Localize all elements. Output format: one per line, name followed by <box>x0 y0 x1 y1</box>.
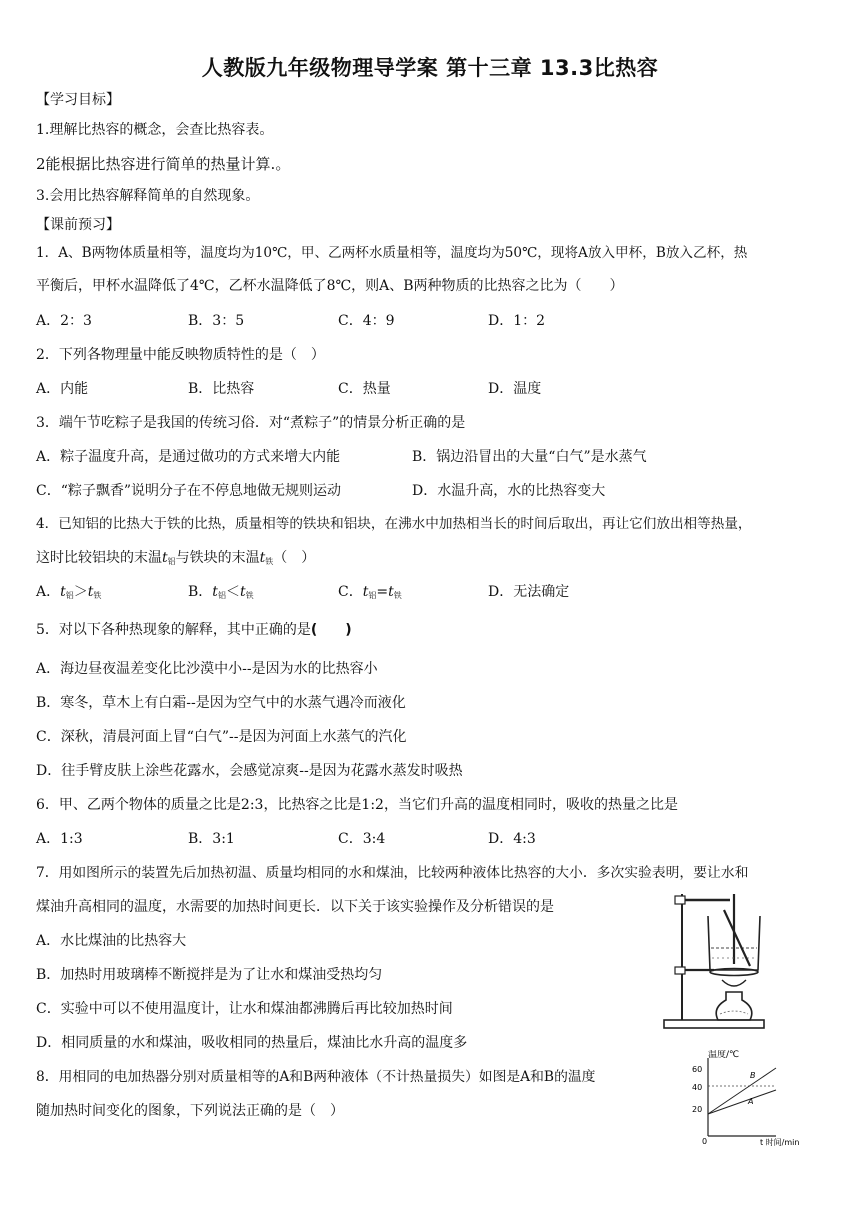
q2-stem: 2．下列各物理量中能反映物质特性的是（ ） <box>36 347 325 363</box>
t-symbol: t <box>162 550 168 566</box>
q8-stem-line1: 8．用相同的电加热器分别对质量相等的A和B两种液体（不计热量损失）如图是A和B的温度 <box>36 1069 596 1085</box>
q4-option-b <box>188 582 254 606</box>
q4-option-d: D．无法确定 <box>488 584 570 600</box>
q6-option-d: D．4:3 <box>488 831 536 847</box>
q5-option-c: C．深秋，清晨河面上冒“白气”--是因为河面上水蒸气的汽化 <box>36 729 407 745</box>
q6-option-a: A．1:3 <box>36 831 83 847</box>
option-label: C． <box>338 584 363 600</box>
t-symbol: t <box>60 584 66 600</box>
q3-option-a: A．粽子温度升高，是通过做功的方式来增大内能 <box>36 449 341 465</box>
clamp-knob <box>675 896 685 904</box>
line-b <box>708 1068 776 1114</box>
q3-option-c: C．“粽子飘香”说明分子在不停息地做无规则运动 <box>36 483 342 499</box>
q4-option-c <box>338 582 402 606</box>
heating-apparatus-figure <box>660 888 770 1032</box>
q1-stem-line2: 平衡后，甲杯水温降低了4℃，乙杯水温降低了8℃，则A、B两种物质的比热容之比为（ ） <box>36 278 624 294</box>
aluminum-subscript: 铝 <box>217 591 226 600</box>
q5-option-a: A．海边昼夜温差变化比沙漠中小--是因为水的比热容小 <box>36 661 378 677</box>
q8-stem-line2: 随加热时间变化的图象，下列说法正确的是（ ） <box>36 1103 344 1119</box>
q7-option-c: C．实验中可以不使用温度计，让水和煤油都沸腾后再比较加热时间 <box>36 1001 453 1017</box>
x-axis-label: t 时间/min <box>760 1138 800 1146</box>
y-axis-label: 温度/℃ <box>708 1050 740 1060</box>
aluminum-subscript: 铝 <box>65 591 74 600</box>
t-symbol: t <box>388 584 394 600</box>
y-tick-40: 40 <box>692 1083 703 1092</box>
q5-stem <box>36 620 352 640</box>
y-tick-20: 20 <box>692 1105 703 1114</box>
q1-option-c: C．4：9 <box>338 313 395 329</box>
q1-option-b: B．3：5 <box>188 313 245 329</box>
lamp-fuel <box>720 1011 748 1014</box>
iron-subscript: 铁 <box>265 557 274 566</box>
comparison-operator: ＞ <box>73 584 88 600</box>
q4-stem-text-b: 与铁块的末温 <box>175 550 260 566</box>
q5-answer-paren: ( ) <box>310 622 352 638</box>
q7-stem-line1: 7．用如图所示的装置先后加热初温、质量均相同的水和煤油，比较两种液体比热容的大小．多次实验表明，要让水和 <box>36 865 749 881</box>
temperature-time-graph <box>684 1050 814 1146</box>
q7-stem-line2: 煤油升高相同的温度，水需要的加热时间更长．以下关于该实验操作及分析错误的是 <box>36 899 554 915</box>
line-a <box>708 1090 776 1114</box>
page-title: 人教版九年级物理导学案 第十三章 13.3比热容 <box>201 56 659 80</box>
q6-option-c: C．3:4 <box>338 831 386 847</box>
goal-1: 1.理解比热容的概念，会查比热容表。 <box>36 122 274 138</box>
q1-stem-line1: 1．A、B两物体质量相等，温度均为10℃，甲、乙两杯水质量相等，温度均为50℃，现将A放入甲杯，B放入乙杯，热 <box>36 245 748 261</box>
origin-label: 0 <box>702 1137 708 1146</box>
q6-stem: 6．甲、乙两个物体的质量之比是2:3，比热容之比是1:2，当它们升高的温度相同时，吸收的热量之比是 <box>36 797 678 813</box>
q3-option-d: D．水温升高，水的比热容变大 <box>412 483 606 499</box>
q1-option-d: D．1：2 <box>488 313 546 329</box>
q2-option-a: A．内能 <box>36 381 89 397</box>
series-label-a: A <box>748 1097 754 1106</box>
option-label: A． <box>36 584 61 600</box>
t-symbol: t <box>239 584 246 600</box>
iron-subscript: 铁 <box>245 591 254 600</box>
t-symbol: t <box>212 584 218 600</box>
iron-subscript: 铁 <box>93 591 102 600</box>
aluminum-subscript: 铝 <box>167 557 176 566</box>
glass-rod <box>724 910 750 966</box>
ring-knob <box>675 967 685 974</box>
y-tick-60: 60 <box>692 1065 703 1074</box>
q4-stem-text-c: （ ） <box>273 550 316 566</box>
t-symbol: t <box>87 584 94 600</box>
series-label-b: B <box>750 1071 756 1080</box>
comparison-operator: = <box>376 584 389 600</box>
q7-option-b: B．加热时用玻璃棒不断搅拌是为了让水和煤油受热均匀 <box>36 967 383 983</box>
q5-option-b: B．寒冬，草木上有白霜--是因为空气中的水蒸气遇冷而液化 <box>36 695 406 711</box>
t-symbol: t <box>362 584 369 600</box>
q4-stem-text-a: 这时比较铝块的末温 <box>36 550 162 566</box>
goal-3: 3.会用比热容解释简单的自然现象。 <box>36 188 260 204</box>
q5-option-d: D．往手臂皮肤上涂些花露水，会感觉凉爽--是因为花露水蒸发时吸热 <box>36 763 463 779</box>
q3-option-b: B．锅边沿冒出的大量“白气”是水蒸气 <box>412 449 647 465</box>
t-symbol: t <box>259 550 266 566</box>
q2-option-d: D．温度 <box>488 381 542 397</box>
q4-option-a <box>36 582 101 606</box>
q7-option-d: D．相同质量的水和煤油，吸收相同的热量后，煤油比水升高的温度多 <box>36 1035 468 1051</box>
q2-option-b: B．比热容 <box>188 381 255 397</box>
preview-heading: 【课前预习】 <box>36 217 120 233</box>
stand-base <box>664 1020 764 1028</box>
q6-option-b: B．3:1 <box>188 831 235 847</box>
comparison-operator: ＜ <box>225 584 240 600</box>
q5-stem-text: 5．对以下各种热现象的解释，其中正确的是 <box>36 622 311 638</box>
iron-subscript: 铁 <box>393 591 402 600</box>
q3-stem: 3．端午节吃粽子是我国的传统习俗．对“煮粽子”的情景分析正确的是 <box>36 415 466 431</box>
q1-option-a: A．2：3 <box>36 313 92 329</box>
q2-option-c: C．热量 <box>338 381 391 397</box>
goal-2: 2能根据比热容进行简单的热量计算.。 <box>36 155 291 173</box>
aluminum-subscript: 铝 <box>368 591 377 600</box>
q4-stem-line1: 4．已知铝的比热大于铁的比热，质量相等的铁块和铝块，在沸水中加热相当长的时间后取出，再让它们放出相等热量， <box>36 516 752 532</box>
goals-heading: 【学习目标】 <box>36 92 120 108</box>
q4-stem-line2 <box>36 548 315 572</box>
alcohol-lamp <box>716 992 752 1020</box>
q7-option-a: A．水比煤油的比热容大 <box>36 933 187 949</box>
option-label: B． <box>188 584 213 600</box>
flame <box>722 980 746 986</box>
